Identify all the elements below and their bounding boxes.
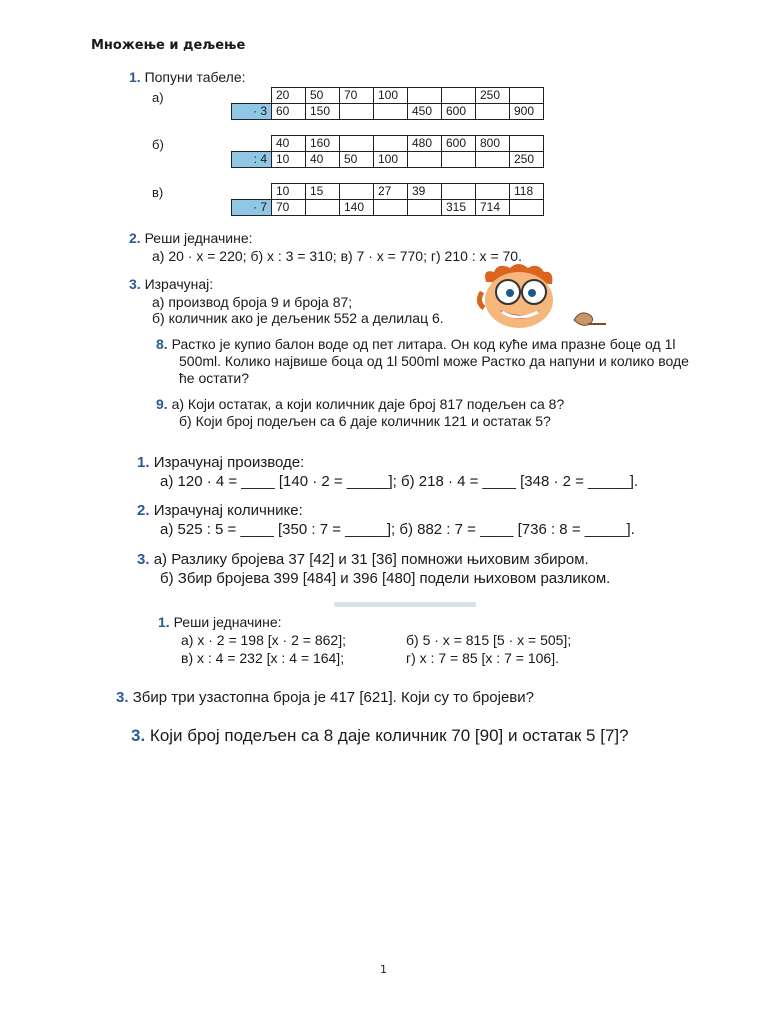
exercise-number: 2. <box>129 230 141 246</box>
right-eye <box>528 289 536 297</box>
faded-scan-artifact <box>334 602 476 607</box>
exercise-3-part-b: б) количник ако је дељеник 552 а делилац 6. <box>152 310 444 326</box>
table-cell: 60 <box>272 104 306 120</box>
table-row <box>232 184 544 200</box>
table-cell <box>408 200 442 216</box>
quotients-line: а) 525 : 5 = ____ [350 : 7 = _____]; б) 882 : 7 = ____ [736 : 8 = _____]. <box>160 521 635 538</box>
table-cell <box>476 184 510 200</box>
table-cell: 40 <box>272 136 306 152</box>
table-row <box>232 104 544 120</box>
exercise-number: 1. <box>129 69 141 85</box>
table-b-letter: б) <box>152 137 164 152</box>
exercise-text: Израчунај: <box>144 276 214 292</box>
table-cell <box>232 136 272 152</box>
table-cell <box>476 152 510 168</box>
exercise-d3 <box>116 689 534 707</box>
exercise-b3-part-b: б) Збир бројева 399 [484] и 396 [480] подели њиховом разликом. <box>160 570 611 587</box>
table-cell: 100 <box>374 88 408 104</box>
table-cell: 50 <box>306 88 340 104</box>
table-cell: 140 <box>340 200 374 216</box>
equation-a: а) x · 2 = 198 [x · 2 = 862]; <box>181 632 346 648</box>
exercise-text: Попуни табеле: <box>144 69 246 85</box>
equations-line: а) 20 · x = 220; б) x : 3 = 310; в) 7 · x = 770; г) 210 : x = 70. <box>152 248 522 264</box>
table-cell <box>374 200 408 216</box>
table-cell: 39 <box>408 184 442 200</box>
exercise-text: Који број подељен са 8 даје количник 70 [90] и остатак 5 [7]? <box>149 726 629 745</box>
page-number: 1 <box>380 963 387 976</box>
table-cell: 250 <box>510 152 544 168</box>
table-cell: 600 <box>442 136 476 152</box>
operator-cell: : 4 <box>232 152 272 168</box>
table-b <box>231 135 544 168</box>
table-row <box>232 200 544 216</box>
table-cell: 40 <box>306 152 340 168</box>
exercise-b3 <box>137 551 589 569</box>
table-cell: 10 <box>272 152 306 168</box>
table-cell: 20 <box>272 88 306 104</box>
table-cell: 600 <box>442 104 476 120</box>
table-a <box>231 87 544 120</box>
exercise-number: 8. <box>156 336 168 352</box>
exercise-number: 1. <box>158 614 170 630</box>
table-cell <box>476 104 510 120</box>
exercise-number: 9. <box>156 396 168 412</box>
exercise-8-line-2: 500ml. Колико највише боца од 1l 500ml може Растко да напуни и колико воде <box>179 353 689 369</box>
table-cell: 800 <box>476 136 510 152</box>
table-cell: 50 <box>340 152 374 168</box>
table-cell: 70 <box>272 200 306 216</box>
exercise-number: 1. <box>137 454 150 471</box>
exercise-text: Израчунај производе: <box>153 454 305 471</box>
exercise-number: 3. <box>131 726 146 745</box>
exercise-b1-heading <box>137 454 304 472</box>
table-c <box>231 183 544 216</box>
table-cell <box>510 88 544 104</box>
exercise-number: 3. <box>137 551 150 568</box>
table-cell: 900 <box>510 104 544 120</box>
exercise-text: Збир три узастопна броја је 417 [621]. Који су то бројеви? <box>132 689 534 706</box>
exercise-number: 2. <box>137 502 150 519</box>
table-cell: 160 <box>306 136 340 152</box>
table-cell <box>510 200 544 216</box>
table-cell: 100 <box>374 152 408 168</box>
exercise-3-heading <box>129 276 213 293</box>
exercise-text: Реши једначине: <box>173 614 282 630</box>
exercise-8 <box>156 336 676 353</box>
table-row <box>232 152 544 168</box>
exercise-text: а) Који остатак, а који количник даје број 817 подељен са 8? <box>171 396 565 412</box>
table-cell: 480 <box>408 136 442 152</box>
equation-c: в) x : 4 = 232 [x : 4 = 164]; <box>181 650 345 666</box>
table-cell <box>408 152 442 168</box>
exercise-text: а) Разлику бројева 37 [42] и 31 [36] помножи њиховим збиром. <box>153 551 589 568</box>
table-cell: 150 <box>306 104 340 120</box>
table-cell: 15 <box>306 184 340 200</box>
table-cell <box>408 88 442 104</box>
table-row <box>232 136 544 152</box>
equation-d: г) x : 7 = 85 [x : 7 = 106]. <box>406 650 559 666</box>
products-line: а) 120 · 4 = ____ [140 · 2 = _____]; б) 218 · 4 = ____ [348 · 2 = _____]. <box>160 473 639 490</box>
ear-shape <box>479 292 484 308</box>
table-cell <box>232 184 272 200</box>
cartoon-boy-illustration <box>472 262 612 342</box>
exercise-text: Реши једначине: <box>144 230 253 246</box>
exercise-number: 3. <box>116 689 129 706</box>
equation-b: б) 5 · x = 815 [5 · x = 505]; <box>406 632 572 648</box>
exercise-1-heading <box>129 69 246 86</box>
exercise-2-heading <box>129 230 253 247</box>
table-cell <box>340 184 374 200</box>
table-cell <box>340 136 374 152</box>
table-cell <box>442 184 476 200</box>
exercise-text: Растко је купио балон воде од пет литара. Он код куће има празне боце од 1l <box>171 336 676 352</box>
table-cell <box>374 104 408 120</box>
table-c-letter: в) <box>152 185 164 200</box>
table-cell: 450 <box>408 104 442 120</box>
table-cell <box>232 88 272 104</box>
table-cell: 714 <box>476 200 510 216</box>
operator-cell: · 7 <box>232 200 272 216</box>
exercise-3-part-a: а) производ броја 9 и броја 87; <box>152 294 353 310</box>
page-title: Множење и дељење <box>91 38 246 53</box>
table-cell <box>510 136 544 152</box>
table-cell <box>442 152 476 168</box>
table-cell <box>340 104 374 120</box>
table-cell: 10 <box>272 184 306 200</box>
table-cell <box>374 136 408 152</box>
exercise-9-part-b: б) Који број подељен са 6 даје количник 121 и остатак 5? <box>179 413 551 429</box>
table-row <box>232 88 544 104</box>
exercise-text: Израчунај количнике: <box>153 502 303 519</box>
exercise-9 <box>156 396 564 413</box>
exercise-b2-heading <box>137 502 303 520</box>
table-cell: 70 <box>340 88 374 104</box>
table-a-letter: а) <box>152 90 164 105</box>
operator-cell: · 3 <box>232 104 272 120</box>
table-cell: 315 <box>442 200 476 216</box>
table-cell: 250 <box>476 88 510 104</box>
table-cell <box>442 88 476 104</box>
exercise-e3 <box>131 726 629 746</box>
table-cell: 27 <box>374 184 408 200</box>
left-eye <box>506 289 514 297</box>
exercise-number: 3. <box>129 276 141 292</box>
table-cell: 118 <box>510 184 544 200</box>
exercise-8-line-3: ће остати? <box>179 370 249 386</box>
table-cell <box>306 200 340 216</box>
exercise-c1-heading <box>158 614 282 631</box>
